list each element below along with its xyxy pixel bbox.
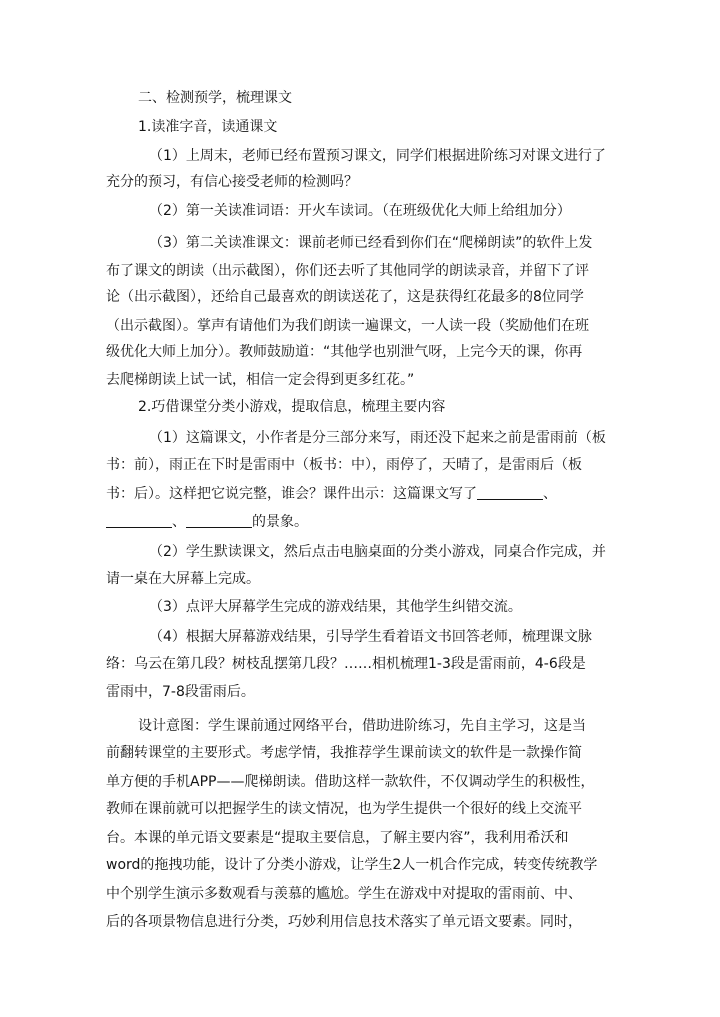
paragraph-line: 充分的预习，有信心接受老师的检测吗？ — [106, 174, 358, 190]
paragraph-line: 前翻转课堂的主要形式。考虑学情，我推荐学生课前读文的软件是一款操作简 — [106, 745, 582, 761]
paragraph-line: 后的各项景物信息进行分类，巧妙利用信息技术落实了单元语文要素。同时， — [106, 914, 582, 930]
paragraph-line: 书：前），雨正在下时是雷雨中（板书：中），雨停了，天晴了，是雷雨后（板 — [106, 457, 582, 473]
text-span: 的景象。 — [252, 514, 308, 530]
fill-blank — [186, 513, 252, 528]
paragraph-line: 去爬梯朗读上试一试，相信一定会得到更多红花。” — [106, 372, 415, 388]
fill-blank — [477, 485, 543, 500]
text-span: 、 — [172, 514, 186, 530]
paragraph-line: （3）第二关读准课文：课前老师已经看到你们在“爬梯朗读”的软件上发 — [149, 235, 593, 251]
paragraph-line: 络：乌云在第几段？树枝乱摆第几段？……相机梳理1-3段是雷雨前，4-6段是 — [106, 656, 586, 672]
paragraph-line: 设计意图：学生课前通过网络平台，借助进阶练习，先自主学习，这是当 — [138, 718, 586, 734]
text-span: 、 — [543, 486, 557, 502]
item-heading: 2.巧借课堂分类小游戏，提取信息，梳理主要内容 — [138, 399, 446, 415]
paragraph-line: 雷雨中，7-8段雷雨后。 — [106, 684, 255, 700]
paragraph-line: word的拖拽功能，设计了分类小游戏，让学生2人一机合作完成，转变传统教学 — [106, 857, 598, 873]
paragraph-line: （4）根据大屏幕游戏结果，引导学生看着语文书回答老师，梳理课文脉 — [149, 629, 592, 645]
paragraph-line — [106, 512, 308, 532]
paragraph-line: 请一桌在大屏幕上完成。 — [106, 571, 260, 587]
paragraph-line: 级优化大师上加分）。教师鼓励道：“其他学也别泄气呀，上完今天的课，你再 — [106, 344, 583, 360]
paragraph-line: （2）学生默读课文，然后点击电脑桌面的分类小游戏，同桌合作完成，并 — [149, 544, 606, 560]
paragraph-line: （1）上周末，老师已经布置预习课文，同学们根据进阶练习对课文进行了 — [149, 148, 606, 164]
paragraph-line: 布了课文的朗读（出示截图），你们还去听了其他同学的朗读录音，并留下了评 — [106, 263, 589, 279]
item-heading: 1.读准字音，读通课文 — [138, 119, 278, 135]
paragraph-line: 中个别学生演示多数观看与羡慕的尴尬。学生在游戏中对提取的雷雨前、中、 — [106, 886, 582, 902]
paragraph-line: （1）这篇课文，小作者是分三部分来写，雨还没下起来之前是雷雨前（板 — [149, 430, 606, 446]
paragraph-line: 台。本课的单元语文要素是“提取主要信息，了解主要内容”，我利用希沃和 — [106, 830, 569, 846]
text-span: 书：后）。这样把它说完整，谁会？课件出示：这篇课文写了 — [106, 486, 477, 502]
paragraph-line: （3）点评大屏幕学生完成的游戏结果，其他学生纠错交流。 — [149, 599, 522, 615]
section-heading: 二、检测预学，梳理课文 — [138, 90, 292, 106]
paragraph-line: （2）第一关读准词语：开火车读词。（在班级优化大师上给组加分） — [149, 203, 571, 219]
paragraph-line: 教师在课前就可以把握学生的读文情况，也为学生提供一个很好的线上交流平 — [106, 801, 582, 817]
fill-blank — [106, 513, 172, 528]
paragraph-line: 论（出示截图），还给自己最喜欢的朗读送花了，这是获得红花最多的8位同学 — [106, 289, 584, 305]
paragraph-line: 单方便的手机APP——爬梯朗读。借助这样一款软件，不仅调动学生的积极性， — [106, 774, 595, 790]
paragraph-line — [106, 484, 557, 504]
paragraph-line: （出示截图）。掌声有请他们为我们朗读一遍课文，一人读一段（奖励他们在班 — [106, 318, 589, 334]
